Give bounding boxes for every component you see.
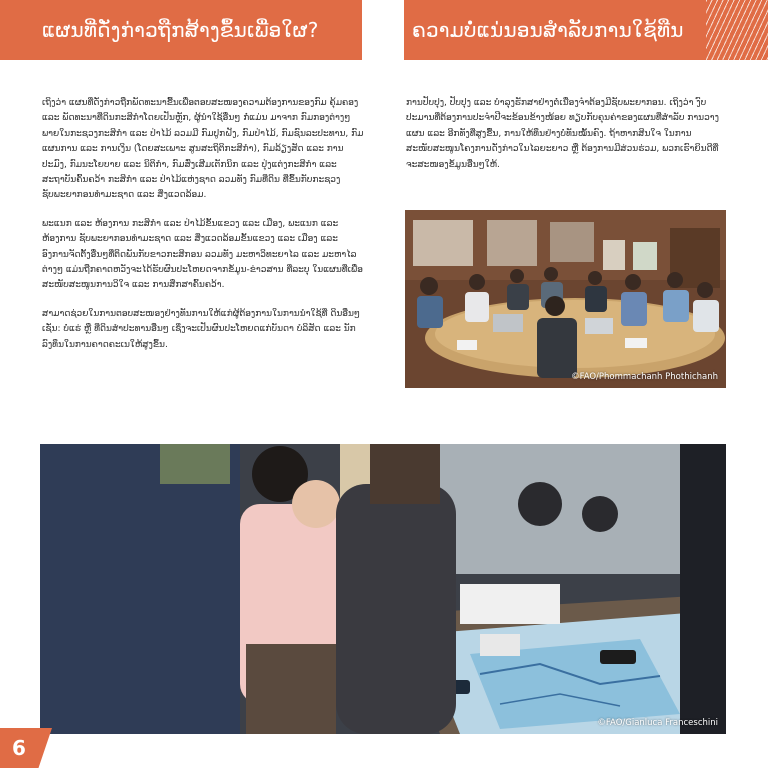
paragraph: ສາມາດຊ່ວຍໃນການຕອບສະໜອງຢ່າງທັນການໃຫ້ແກ່ຜູ້ຕ້ອງການໃນການນຳໃຊ້ທີ່ ດິນອື່ນໆ ເຊັ່ນ: ບໍ່ແຮ່ ຫຼື ທີ່ດິນສຳປະທານອື່ນໆ ເຊິ່ງຈະເປັນຜົນປະໂຫຍດແກ່ບັນດາ ບໍລິສັດ ແລະ ນັກລົງທຶນໃນການຄາດຄະເນໃຫ້ສູງຂຶ້ນ. [42, 308, 360, 350]
right-section-title: ຄວາມບໍ່ແນ່ນອນສຳລັບການໃຊ້ທືນ [412, 18, 684, 42]
map-scene [40, 444, 726, 734]
paragraph: ການປັບປຸງ, ປັບປຸງ ແລະ ບຳລຸງຮັກສາຢ່າງຕໍ່ເນື່ອງຈຳຕ້ອງມີຊັບພະຍາກອນ. ເຖິງວ່າ ງົບປະມານທີ່ຕ້ອງການປະຈຳປີຈະຂ້ອນຂ້າງໜ້ອຍ ທຽບກັບຄຸນຄ່າຂອງແຜນທີ່ສຳລັບ ການວາງແຜນ ແລະ ອີກທັງທີ່ສູງຂື້ນ, ການໃຫ້ທຶນຢ່າງບໍ່ທັນໝັ້ນຄົງ. ຖ້າຫາກສິນໃຈ ໃນການສະໜັບສະໜູນໂຄງການດັ່ງກ່າວໃນໄລຍະຍາວ ຫຼື ຕ້ອງການມີສ່ວນຮ່ວມ, ພວກເຮົາຍິນດີທີ່ຈະສະໜອງຂໍ້ມູນອື່ນໆໃຫ້. [406, 98, 719, 170]
left-section-title: ແຜນທີ່ດັ່ງກ່າວຖືກສ້າງຂຶ້ນເພື່ອໃຜ? [42, 18, 319, 42]
left-column-text [42, 96, 364, 366]
meeting-scene [405, 210, 726, 388]
photo-credit: ©FAO/Phommachanh Phothichanh [571, 372, 718, 382]
meeting-photo [405, 210, 726, 388]
right-column-text [406, 96, 726, 186]
page-number: 6 [12, 736, 26, 760]
page-number-tab [0, 728, 52, 768]
header-banner-right [404, 0, 768, 60]
paragraph: ເຖິງວ່າ ແຜນທີ່ດັ່ງກ່າວຖືກພັດທະນາຂື້ນເພື່ອຕອບສະໜອງຄວາມຕ້ອງການຂອງກົມ ຄຸ້ມຄອງ ແລະ ພັດທະນາທີ່ດິນກະສິກຳໂດຍເປັນຫຼັກ, ຜູ້ນຳໃຊ້ອື່ນໆ ກໍ່ແມ່ນ ມາຈາກ ກົມກອງຕ່າງໆ ພາຍໃນກະຊວງກະສິກຳ ແລະ ປ່າໄມ້ ລວມມີ ກົມປູກຝັງ, ກົມປ່າໄມ້, ກົມຊົນລະປະທານ, ກົມແຜນການ ແລະ ການເງິນ (ໂດຍສະເພາະ ສູນສະຖິຕິກະສິກຳ), ກົມລ້ຽງສັດ ແລະ ການປະມົງ, ກົມນະໂຍບາຍ ແລະ ນິຕິກຳ, ກົມສົ່ງເສີມເຕັກນິກ ແລະ ປຸ່ງແຕ່ງກະສິກຳ ແລະ ສະຖາບັນຄົ້ນຄວ້າ ກະສິກຳ ແລະ ປ່າໄມ້ແຫ່ງຊາດ ລວມທັງ ກົມທີ່ດິນ ທີ່ຂຶ້ນກັບກະຊວງ ຊັບພະຍາກອນທຳມະຊາດ ແລະ ສິ່ງແວດລ້ອມ. [42, 98, 364, 201]
header-banner-left [0, 0, 362, 60]
paragraph: ພະແນກ ແລະ ຫ້ອງການ ກະສິກຳ ແລະ ປ່າໄມ້ຂັ້ນແຂວງ ແລະ ເມືອງ, ພະແນກ ແລະ ຫ້ອງການ ຊັບພະຍາກອນທຳມະຊາດ ແລະ ສິ່ງແວດລ້ອມຂັ້ນແຂວງ ແລະ ເມືອງ ແລະ ອົງການຈັດຕັ້ງອື່ນໆທີ່ຕິດພັນກັບຂາວກະສິກອນ ລວມທັງ ມະຫາວິທະຍາໄລ ແລະ ມະຫາໄລຕ່າງໆ ແມ່ນຖືກຄາດຫວັງຈະໄດ້ຮັບຜົນປະໂຫຍດຈາກຂໍ້ມູນ-ຂ່າວສານ ທີ່ລະບຸ ໃນແຜນທີ່ເພື່ອສະໜັບສະໜູນການວິໃຈ ແລະ ການສຶກສາຄົ້ນຄວ້າ. [42, 218, 363, 291]
hatch-pattern [706, 0, 768, 60]
map-photo [40, 444, 726, 734]
photo-credit: ©FAO/Gianluca Franceschini [597, 718, 718, 728]
